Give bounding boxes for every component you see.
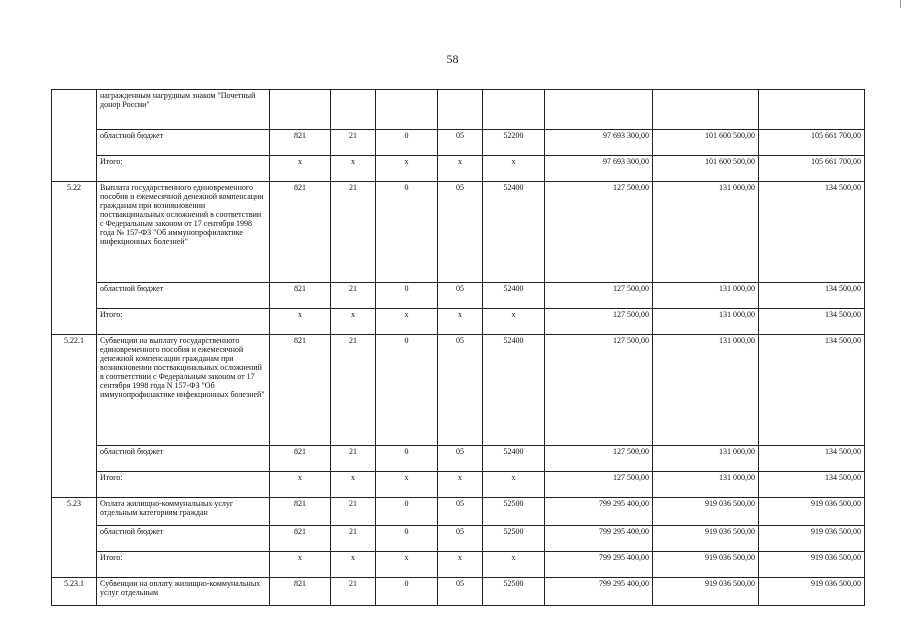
cell-cs1: 05 [438, 498, 483, 526]
row-name: Выплата государственного единовременного пособия и ежемесячной денежной компенсации гражданам при возникновении поствакцинальных осложнений в соответствии с Федеральным законом от 17 сентября 1998 года № 157-ФЗ "Об иммунопрофилактике инфекционных болезней" [97, 182, 270, 283]
amount-year3: 134 500,00 [759, 309, 865, 335]
amount-year1: 127 500,00 [545, 283, 653, 309]
page-number: 58 [446, 52, 459, 66]
cell-cs2: 52400 [483, 335, 545, 446]
cell-pr: 0 [376, 526, 438, 552]
cell-cs1: х [438, 472, 483, 498]
row-number [52, 90, 97, 182]
cell-pr: 0 [376, 446, 438, 472]
cell-cs1: 05 [438, 283, 483, 309]
cell-cs2 [483, 90, 545, 130]
cell-rz: х [331, 472, 376, 498]
amount-year1: 799 295 400,00 [545, 552, 653, 578]
cell-rz [331, 90, 376, 130]
cell-cs2: 52500 [483, 526, 545, 552]
cell-cs2: 52400 [483, 283, 545, 309]
cell-gl: 821 [270, 498, 331, 526]
cell-rz: 21 [331, 182, 376, 283]
cell-rz: 21 [331, 446, 376, 472]
row-name: областной бюджет [97, 526, 270, 552]
table-row [52, 182, 865, 283]
amount-year2: 101 600 500,00 [653, 156, 759, 182]
amount-year2: 919 036 500,00 [653, 552, 759, 578]
cell-pr: х [376, 156, 438, 182]
cell-cs1: 05 [438, 335, 483, 446]
table-row [52, 552, 865, 578]
amount-year3: 105 661 700,00 [759, 156, 865, 182]
row-name: Субвенции на оплату жилищно-коммунальных услуг отдельным [97, 578, 270, 606]
cell-cs2: х [483, 156, 545, 182]
cell-gl: 821 [270, 446, 331, 472]
amount-year3: 134 500,00 [759, 446, 865, 472]
amount-year1: 799 295 400,00 [545, 578, 653, 606]
row-name: Итого: [97, 309, 270, 335]
amount-year3: 134 500,00 [759, 472, 865, 498]
cell-cs2: 52400 [483, 446, 545, 472]
row-number: 5.22.1 [52, 335, 97, 498]
cell-cs2: 52500 [483, 498, 545, 526]
cell-pr: 0 [376, 130, 438, 156]
cell-cs2: х [483, 552, 545, 578]
budget-table [51, 89, 865, 606]
row-name: Итого: [97, 472, 270, 498]
cell-rz: х [331, 309, 376, 335]
row-name: Итого: [97, 552, 270, 578]
cell-gl: х [270, 156, 331, 182]
cell-pr: 0 [376, 283, 438, 309]
row-number: 5.22 [52, 182, 97, 335]
cell-gl [270, 90, 331, 130]
table-row [52, 283, 865, 309]
amount-year2: 131 000,00 [653, 309, 759, 335]
amount-year3: 919 036 500,00 [759, 526, 865, 552]
amount-year2: 919 036 500,00 [653, 498, 759, 526]
cell-cs2: х [483, 309, 545, 335]
table-row [52, 156, 865, 182]
cell-cs1: х [438, 156, 483, 182]
amount-year1: 127 500,00 [545, 335, 653, 446]
table-row [52, 335, 865, 446]
cell-pr: 0 [376, 182, 438, 283]
cell-rz: 21 [331, 335, 376, 446]
cell-gl: х [270, 309, 331, 335]
amount-year1: 127 500,00 [545, 472, 653, 498]
cell-cs2: 52500 [483, 578, 545, 606]
row-name: Субвенции на выплату государственного единовременного пособия и ежемесячной денежной компенсации гражданам при возникновении поствакцинальных осложнений в соответствии с Федеральным законом от 17 сентября 1998 года N 157-ФЗ "Об иммунопрофилактике инфекционных болезней" [97, 335, 270, 446]
row-name: областной бюджет [97, 283, 270, 309]
cell-pr [376, 90, 438, 130]
table-row [52, 578, 865, 606]
amount-year3: 105 661 700,00 [759, 130, 865, 156]
amount-year3: 919 036 500,00 [759, 498, 865, 526]
cell-gl: 821 [270, 526, 331, 552]
amount-year2: 131 000,00 [653, 335, 759, 446]
amount-year3: 134 500,00 [759, 182, 865, 283]
amount-year1: 97 693 300,00 [545, 130, 653, 156]
table-row [52, 498, 865, 526]
cell-cs2: 52400 [483, 182, 545, 283]
cell-rz: 21 [331, 283, 376, 309]
row-number: 5.23.1 [52, 578, 97, 606]
table-row [52, 526, 865, 552]
cell-gl: 821 [270, 335, 331, 446]
cell-pr: 0 [376, 498, 438, 526]
amount-year2: 101 600 500,00 [653, 130, 759, 156]
cell-rz: х [331, 552, 376, 578]
amount-year1: 799 295 400,00 [545, 526, 653, 552]
cell-pr: х [376, 552, 438, 578]
amount-year3: 134 500,00 [759, 283, 865, 309]
cell-cs1: 05 [438, 130, 483, 156]
row-name: Оплата жилищно-коммунальных услуг отдельным категориям граждан [97, 498, 270, 526]
cell-cs1: 05 [438, 578, 483, 606]
cell-gl: х [270, 472, 331, 498]
cell-gl: 821 [270, 283, 331, 309]
cell-rz: 21 [331, 498, 376, 526]
table-row [52, 90, 865, 130]
row-name: Итого: [97, 156, 270, 182]
table-row [52, 472, 865, 498]
cell-rz: х [331, 156, 376, 182]
scan-edge-mark [900, 0, 901, 8]
amount-year2: 919 036 500,00 [653, 578, 759, 606]
amount-year2: 131 000,00 [653, 182, 759, 283]
table-row [52, 130, 865, 156]
amount-year1: 799 295 400,00 [545, 498, 653, 526]
cell-gl: х [270, 552, 331, 578]
amount-year2: 919 036 500,00 [653, 526, 759, 552]
row-name: областной бюджет [97, 446, 270, 472]
row-name: областной бюджет [97, 130, 270, 156]
table-row [52, 309, 865, 335]
amount-year2 [653, 90, 759, 130]
cell-cs1: 05 [438, 182, 483, 283]
amount-year2: 131 000,00 [653, 472, 759, 498]
amount-year3 [759, 90, 865, 130]
cell-pr: 0 [376, 578, 438, 606]
amount-year1: 127 500,00 [545, 309, 653, 335]
amount-year3: 134 500,00 [759, 335, 865, 446]
cell-rz: 21 [331, 578, 376, 606]
amount-year1: 127 500,00 [545, 182, 653, 283]
cell-pr: 0 [376, 335, 438, 446]
table-row [52, 446, 865, 472]
cell-cs1: 05 [438, 446, 483, 472]
cell-cs2: х [483, 472, 545, 498]
row-number: 5.23 [52, 498, 97, 578]
cell-cs1: х [438, 552, 483, 578]
cell-rz: 21 [331, 130, 376, 156]
cell-cs1 [438, 90, 483, 130]
cell-cs2: 52200 [483, 130, 545, 156]
amount-year1 [545, 90, 653, 130]
cell-gl: 821 [270, 578, 331, 606]
cell-pr: х [376, 472, 438, 498]
amount-year3: 919 036 500,00 [759, 552, 865, 578]
cell-cs1: х [438, 309, 483, 335]
amount-year1: 127 500,00 [545, 446, 653, 472]
cell-gl: 821 [270, 182, 331, 283]
cell-pr: х [376, 309, 438, 335]
cell-rz: 21 [331, 526, 376, 552]
row-name: награжденным нагрудным знаком "Почетный донор России" [97, 90, 270, 130]
amount-year1: 97 693 300,00 [545, 156, 653, 182]
amount-year2: 131 000,00 [653, 283, 759, 309]
cell-gl: 821 [270, 130, 331, 156]
cell-cs1: 05 [438, 526, 483, 552]
amount-year3: 919 036 500,00 [759, 578, 865, 606]
amount-year2: 131 000,00 [653, 446, 759, 472]
